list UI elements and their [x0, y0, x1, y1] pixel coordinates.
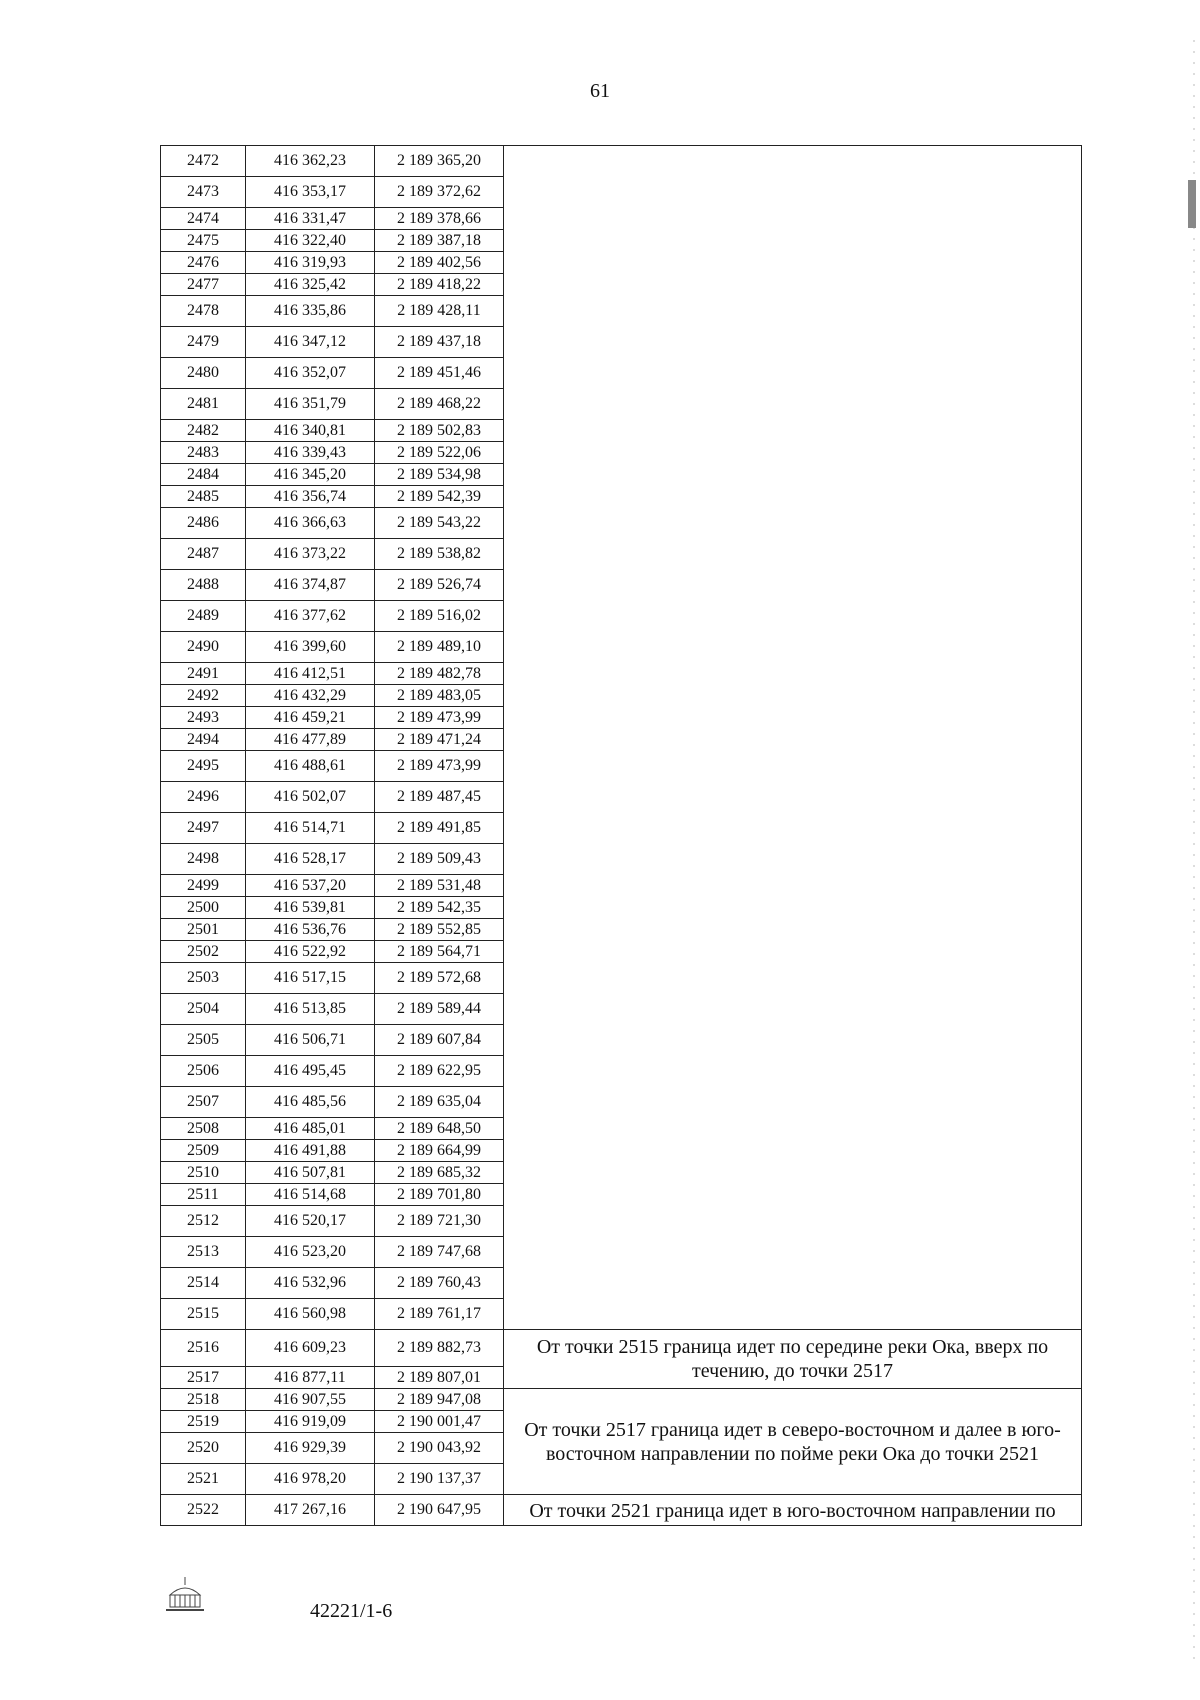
- y-coordinate-cell: 2 189 509,43: [375, 844, 504, 875]
- point-number-cell: 2483: [161, 442, 246, 464]
- point-number-cell: 2515: [161, 1299, 246, 1330]
- x-coordinate-cell: 416 536,76: [246, 919, 375, 941]
- y-coordinate-cell: 2 189 483,05: [375, 685, 504, 707]
- y-coordinate-cell: 2 189 807,01: [375, 1367, 504, 1389]
- x-coordinate-cell: 416 340,81: [246, 420, 375, 442]
- point-number-cell: 2485: [161, 486, 246, 508]
- x-coordinate-cell: 416 331,47: [246, 208, 375, 230]
- y-coordinate-cell: 2 189 522,06: [375, 442, 504, 464]
- point-number-cell: 2491: [161, 663, 246, 685]
- y-coordinate-cell: 2 189 473,99: [375, 751, 504, 782]
- x-coordinate-cell: 416 522,92: [246, 941, 375, 963]
- x-coordinate-cell: 416 537,20: [246, 875, 375, 897]
- y-coordinate-cell: 2 189 489,10: [375, 632, 504, 663]
- y-coordinate-cell: 2 189 428,11: [375, 296, 504, 327]
- point-number-cell: 2506: [161, 1056, 246, 1087]
- point-number-cell: 2482: [161, 420, 246, 442]
- point-number-cell: 2512: [161, 1206, 246, 1237]
- y-coordinate-cell: 2 189 502,83: [375, 420, 504, 442]
- y-coordinate-cell: 2 189 607,84: [375, 1025, 504, 1056]
- point-number-cell: 2505: [161, 1025, 246, 1056]
- point-number-cell: 2494: [161, 729, 246, 751]
- y-coordinate-cell: 2 189 387,18: [375, 230, 504, 252]
- x-coordinate-cell: 416 362,23: [246, 146, 375, 177]
- y-coordinate-cell: 2 189 531,48: [375, 875, 504, 897]
- table-row: [161, 1495, 1082, 1526]
- y-coordinate-cell: 2 190 137,37: [375, 1464, 504, 1495]
- point-number-cell: 2499: [161, 875, 246, 897]
- x-coordinate-cell: 416 485,56: [246, 1087, 375, 1118]
- table-row: [161, 1330, 1082, 1367]
- x-coordinate-cell: 416 506,71: [246, 1025, 375, 1056]
- x-coordinate-cell: 416 528,17: [246, 844, 375, 875]
- x-coordinate-cell: 416 366,63: [246, 508, 375, 539]
- x-coordinate-cell: 416 502,07: [246, 782, 375, 813]
- x-coordinate-cell: 416 488,61: [246, 751, 375, 782]
- point-number-cell: 2517: [161, 1367, 246, 1389]
- x-coordinate-cell: 416 412,51: [246, 663, 375, 685]
- point-number-cell: 2521: [161, 1464, 246, 1495]
- point-number-cell: 2477: [161, 274, 246, 296]
- x-coordinate-cell: 416 356,74: [246, 486, 375, 508]
- document-code: 42221/1-6: [310, 1600, 393, 1622]
- x-coordinate-cell: 416 523,20: [246, 1237, 375, 1268]
- point-number-cell: 2502: [161, 941, 246, 963]
- point-number-cell: 2513: [161, 1237, 246, 1268]
- x-coordinate-cell: 416 978,20: [246, 1464, 375, 1495]
- y-coordinate-cell: 2 189 882,73: [375, 1330, 504, 1367]
- point-number-cell: 2474: [161, 208, 246, 230]
- point-number-cell: 2511: [161, 1184, 246, 1206]
- y-coordinate-cell: 2 189 635,04: [375, 1087, 504, 1118]
- x-coordinate-cell: 416 477,89: [246, 729, 375, 751]
- x-coordinate-cell: 416 507,81: [246, 1162, 375, 1184]
- y-coordinate-cell: 2 189 552,85: [375, 919, 504, 941]
- point-number-cell: 2495: [161, 751, 246, 782]
- y-coordinate-cell: 2 189 747,68: [375, 1237, 504, 1268]
- table-row: [161, 146, 1082, 177]
- x-coordinate-cell: 416 877,11: [246, 1367, 375, 1389]
- y-coordinate-cell: 2 189 526,74: [375, 570, 504, 601]
- y-coordinate-cell: 2 189 589,44: [375, 994, 504, 1025]
- y-coordinate-cell: 2 189 418,22: [375, 274, 504, 296]
- point-number-cell: 2519: [161, 1411, 246, 1433]
- x-coordinate-cell: 416 517,15: [246, 963, 375, 994]
- x-coordinate-cell: 416 319,93: [246, 252, 375, 274]
- point-number-cell: 2492: [161, 685, 246, 707]
- point-number-cell: 2501: [161, 919, 246, 941]
- table-row: [161, 1389, 1082, 1411]
- point-number-cell: 2472: [161, 146, 246, 177]
- x-coordinate-cell: 416 399,60: [246, 632, 375, 663]
- boundary-description-cell: [504, 146, 1082, 1330]
- x-coordinate-cell: 416 335,86: [246, 296, 375, 327]
- x-coordinate-cell: 416 491,88: [246, 1140, 375, 1162]
- point-number-cell: 2490: [161, 632, 246, 663]
- point-number-cell: 2510: [161, 1162, 246, 1184]
- point-number-cell: 2522: [161, 1495, 246, 1526]
- point-number-cell: 2508: [161, 1118, 246, 1140]
- y-coordinate-cell: 2 189 538,82: [375, 539, 504, 570]
- scan-edge-marks: [1186, 0, 1200, 1695]
- point-number-cell: 2488: [161, 570, 246, 601]
- point-number-cell: 2509: [161, 1140, 246, 1162]
- x-coordinate-cell: 416 351,79: [246, 389, 375, 420]
- point-number-cell: 2518: [161, 1389, 246, 1411]
- point-number-cell: 2514: [161, 1268, 246, 1299]
- point-number-cell: 2503: [161, 963, 246, 994]
- point-number-cell: 2487: [161, 539, 246, 570]
- x-coordinate-cell: 416 514,71: [246, 813, 375, 844]
- point-number-cell: 2489: [161, 601, 246, 632]
- y-coordinate-cell: 2 189 468,22: [375, 389, 504, 420]
- x-coordinate-cell: 416 560,98: [246, 1299, 375, 1330]
- x-coordinate-cell: 416 374,87: [246, 570, 375, 601]
- y-coordinate-cell: 2 190 647,95: [375, 1495, 504, 1526]
- y-coordinate-cell: 2 190 043,92: [375, 1433, 504, 1464]
- y-coordinate-cell: 2 189 648,50: [375, 1118, 504, 1140]
- x-coordinate-cell: 416 353,17: [246, 177, 375, 208]
- y-coordinate-cell: 2 189 721,30: [375, 1206, 504, 1237]
- point-number-cell: 2484: [161, 464, 246, 486]
- point-number-cell: 2496: [161, 782, 246, 813]
- page-number: 61: [590, 80, 610, 102]
- y-coordinate-cell: 2 189 365,20: [375, 146, 504, 177]
- emblem-stamp-icon: [160, 1575, 210, 1615]
- x-coordinate-cell: 416 325,42: [246, 274, 375, 296]
- y-coordinate-cell: 2 190 001,47: [375, 1411, 504, 1433]
- point-number-cell: 2516: [161, 1330, 246, 1367]
- y-coordinate-cell: 2 189 471,24: [375, 729, 504, 751]
- x-coordinate-cell: 416 495,45: [246, 1056, 375, 1087]
- y-coordinate-cell: 2 189 516,02: [375, 601, 504, 632]
- x-coordinate-cell: 416 539,81: [246, 897, 375, 919]
- y-coordinate-cell: 2 189 760,43: [375, 1268, 504, 1299]
- x-coordinate-cell: 417 267,16: [246, 1495, 375, 1526]
- point-number-cell: 2473: [161, 177, 246, 208]
- point-number-cell: 2480: [161, 358, 246, 389]
- coordinates-table: [160, 145, 1082, 1526]
- x-coordinate-cell: 416 919,09: [246, 1411, 375, 1433]
- y-coordinate-cell: 2 189 947,08: [375, 1389, 504, 1411]
- y-coordinate-cell: 2 189 402,56: [375, 252, 504, 274]
- x-coordinate-cell: 416 345,20: [246, 464, 375, 486]
- point-number-cell: 2475: [161, 230, 246, 252]
- point-number-cell: 2478: [161, 296, 246, 327]
- y-coordinate-cell: 2 189 482,78: [375, 663, 504, 685]
- y-coordinate-cell: 2 189 487,45: [375, 782, 504, 813]
- point-number-cell: 2479: [161, 327, 246, 358]
- point-number-cell: 2498: [161, 844, 246, 875]
- point-number-cell: 2481: [161, 389, 246, 420]
- y-coordinate-cell: 2 189 473,99: [375, 707, 504, 729]
- y-coordinate-cell: 2 189 491,85: [375, 813, 504, 844]
- x-coordinate-cell: 416 520,17: [246, 1206, 375, 1237]
- x-coordinate-cell: 416 377,62: [246, 601, 375, 632]
- point-number-cell: 2476: [161, 252, 246, 274]
- x-coordinate-cell: 416 373,22: [246, 539, 375, 570]
- x-coordinate-cell: 416 532,96: [246, 1268, 375, 1299]
- x-coordinate-cell: 416 352,07: [246, 358, 375, 389]
- point-number-cell: 2497: [161, 813, 246, 844]
- boundary-description-cell: От точки 2521 граница идет в юго-восточном направлении по: [504, 1495, 1082, 1526]
- x-coordinate-cell: 416 513,85: [246, 994, 375, 1025]
- y-coordinate-cell: 2 189 685,32: [375, 1162, 504, 1184]
- y-coordinate-cell: 2 189 378,66: [375, 208, 504, 230]
- y-coordinate-cell: 2 189 701,80: [375, 1184, 504, 1206]
- y-coordinate-cell: 2 189 372,62: [375, 177, 504, 208]
- y-coordinate-cell: 2 189 437,18: [375, 327, 504, 358]
- y-coordinate-cell: 2 189 664,99: [375, 1140, 504, 1162]
- y-coordinate-cell: 2 189 572,68: [375, 963, 504, 994]
- y-coordinate-cell: 2 189 451,46: [375, 358, 504, 389]
- point-number-cell: 2500: [161, 897, 246, 919]
- y-coordinate-cell: 2 189 564,71: [375, 941, 504, 963]
- x-coordinate-cell: 416 485,01: [246, 1118, 375, 1140]
- y-coordinate-cell: 2 189 542,39: [375, 486, 504, 508]
- x-coordinate-cell: 416 459,21: [246, 707, 375, 729]
- x-coordinate-cell: 416 609,23: [246, 1330, 375, 1367]
- x-coordinate-cell: 416 339,43: [246, 442, 375, 464]
- x-coordinate-cell: 416 929,39: [246, 1433, 375, 1464]
- y-coordinate-cell: 2 189 622,95: [375, 1056, 504, 1087]
- x-coordinate-cell: 416 514,68: [246, 1184, 375, 1206]
- y-coordinate-cell: 2 189 542,35: [375, 897, 504, 919]
- x-coordinate-cell: 416 432,29: [246, 685, 375, 707]
- boundary-description-cell: От точки 2517 граница идет в северо-восточном и далее в юго-восточном направлении по пойме реки Ока до точки 2521: [504, 1389, 1082, 1495]
- y-coordinate-cell: 2 189 761,17: [375, 1299, 504, 1330]
- x-coordinate-cell: 416 907,55: [246, 1389, 375, 1411]
- y-coordinate-cell: 2 189 543,22: [375, 508, 504, 539]
- point-number-cell: 2504: [161, 994, 246, 1025]
- boundary-description-cell: От точки 2515 граница идет по середине реки Ока, вверх по течению, до точки 2517: [504, 1330, 1082, 1389]
- point-number-cell: 2493: [161, 707, 246, 729]
- x-coordinate-cell: 416 322,40: [246, 230, 375, 252]
- y-coordinate-cell: 2 189 534,98: [375, 464, 504, 486]
- point-number-cell: 2486: [161, 508, 246, 539]
- x-coordinate-cell: 416 347,12: [246, 327, 375, 358]
- point-number-cell: 2507: [161, 1087, 246, 1118]
- point-number-cell: 2520: [161, 1433, 246, 1464]
